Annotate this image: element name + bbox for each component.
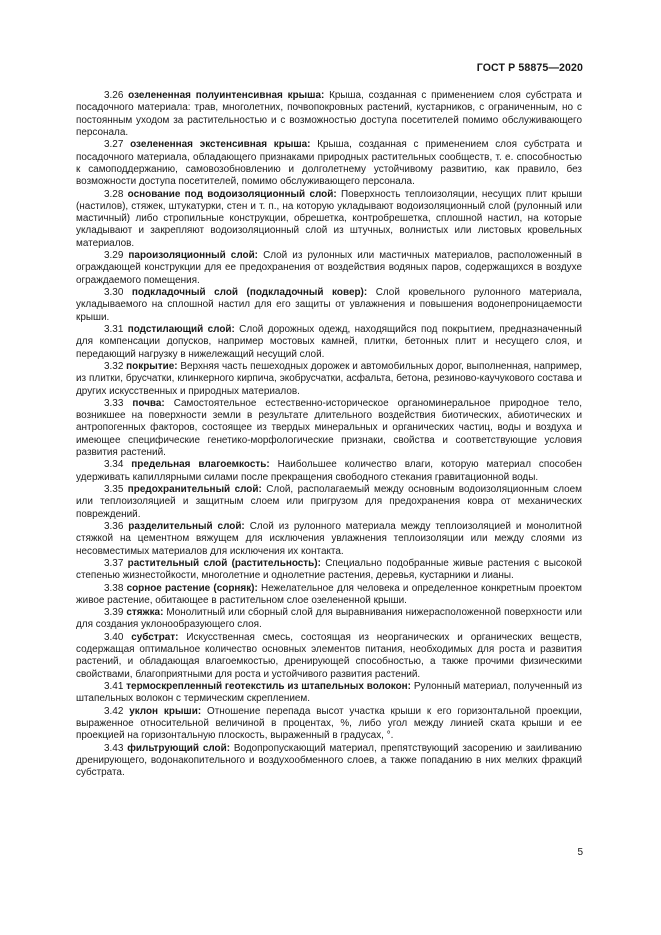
term-entry-3-38 — [76, 583, 582, 608]
term-title: стяжка: — [126, 607, 164, 619]
term-definition: Наибольшее количество влаги, которую материал способен удерживать капиллярными силами после прекращения свободного стекания гравитационной воды. — [76, 459, 582, 483]
term-title: фильтрующий слой: — [127, 742, 231, 754]
term-title: сорное растение (сорняк): — [126, 582, 258, 594]
term-entry-3-29 — [76, 250, 582, 287]
term-number: 3.40 — [104, 631, 124, 643]
term-number: 3.29 — [104, 250, 124, 262]
term-definition: Слой дорожных одежд, находящийся под покрытием, предназначенный для компенсации допусков, например мостовых камней, плитки, бетонных плит и несущего слоя, и передающий нагрузку в нижележащий несущий слой. — [76, 323, 582, 360]
term-entry-3-37 — [76, 558, 582, 583]
term-title: озелененная экстенсивная крыша: — [130, 139, 311, 151]
term-definition: Самостоятельное естественно-историческое органоминеральное природное тело, возникшее на поверхности земли в результате длительного воздействия биотических, абиотических и антропогенных факторов, состоящее из твердых минеральных и органических частиц, воды и воздуха и имеющее специфические генетико-морфологические признаки, свойства и соответствующие условия развития растений. — [76, 397, 582, 459]
term-definition: Отношение перепада высот участка крыши к его горизонтальной проекции, выраженное относительной величиной в процентах, %, либо угол между линией ската крыши и ее проекцией на горизонтальную плоскость, выраженный в градусах, °. — [76, 705, 583, 742]
term-entry-3-36 — [76, 521, 582, 558]
term-title: почва: — [132, 397, 165, 409]
term-definition: Слой кровельного рулонного материала, укладываемого на сплошной настил для его защиты от увлажнения и повышения водонепроницаемости крыши. — [76, 287, 583, 323]
term-definition: Искусственная смесь, состоящая из неорганических и органических веществ, содержащая оптимальное количество основных элементов питания, необходимых для роста и развития растений, и обладающая влагоемкостью, дренирующей способностью, а также прочими физическими свойствами, благоприятными для роста и устойчивого развития растений. — [76, 631, 583, 680]
term-number: 3.39 — [104, 607, 124, 619]
term-title: разделительный слой: — [128, 520, 245, 532]
term-entry-3-31 — [76, 324, 582, 361]
term-entry-3-35 — [76, 484, 582, 521]
term-entry-3-42 — [76, 706, 582, 743]
term-definition: Поверхность теплоизоляции, несущих плит крыши (настилов), стяжек, штукатурки, стен и т. п., на которую укладывают водоизоляционный слой (рулонный или мастичный) либо стропильные конструкции, обрешетка, контробрешетка, сплошной настил, на которые укладывают и закрепляют водоизоляционный слой из штучных, волнистых или листовых кровельных материалов. — [76, 188, 583, 249]
term-number: 3.28 — [104, 188, 124, 200]
term-definition: Нежелательное для человека и определенное конкретным проектом живое растение, обитающее в растительном слое озелененной крыши. — [76, 582, 582, 606]
term-title: уклон крыши: — [129, 705, 202, 717]
term-number: 3.41 — [104, 681, 124, 692]
term-entry-3-32 — [76, 361, 582, 398]
term-title: предохранительный слой: — [127, 484, 262, 495]
term-definition: Специально подобранные живые растения с высокой степенью жизнестойкости, многолетние и однолетние растения, деревья, кустарники и лианы. — [76, 557, 582, 582]
term-title: подстилающий слой: — [127, 323, 235, 335]
term-title: покрытие: — [126, 360, 178, 372]
term-number: 3.36 — [104, 520, 124, 532]
term-title: основание под водоизоляционный слой: — [127, 188, 337, 200]
term-number: 3.37 — [104, 557, 124, 569]
term-title: озелененная полуинтенсивная крыша: — [128, 90, 325, 101]
term-title: предельная влагоемкость: — [131, 459, 270, 471]
term-number: 3.26 — [104, 90, 124, 101]
term-number: 3.32 — [104, 360, 124, 372]
term-number: 3.31 — [104, 323, 124, 335]
term-entry-3-33 — [76, 398, 582, 460]
term-title: растительный слой (растительность): — [127, 557, 321, 569]
term-entry-3-39 — [76, 607, 582, 632]
term-title: термоскрепленный геотекстиль из штапельных волокон: — [126, 681, 411, 692]
term-entry-3-40 — [76, 632, 582, 681]
term-title: подкладочный слой (подкладочный ковер): — [131, 287, 368, 298]
term-entry-3-30 — [76, 287, 582, 324]
term-definition: Водопропускающий материал, препятствующий засорению и заиливанию дренирующего, водонакопительного и воздухообменного слоев, а также попаданию в них мелких фракций субстрата. — [76, 742, 583, 779]
term-definition: Рулонный материал, полученный из штапельных волокон с термическим скреплением. — [76, 681, 582, 705]
term-title: пароизоляционный слой: — [128, 250, 258, 262]
term-number: 3.33 — [104, 397, 124, 409]
term-number: 3.34 — [104, 459, 124, 471]
terms-and-definitions — [76, 90, 582, 780]
term-number: 3.43 — [104, 742, 124, 754]
term-number: 3.38 — [104, 582, 124, 594]
term-definition: Крыша, созданная с применением слоя субстрата и посадочного материала: трав, многолетних, почвопокровных растений, кустарников, с ограниченным, но с постоянным уходом за растительностью и с возможностью доступа посетителей помимо обслуживающего персонала. — [76, 90, 582, 138]
term-entry-3-43 — [76, 743, 582, 780]
term-definition: Верхняя часть пешеходных дорожек и автомобильных дорог, выполненная, например, из плитки, брусчатки, клинкерного кирпича, экобрусчатки, асфальта, бетона, резиново-каучукового состава и других искусственных и природных материалов. — [76, 360, 583, 397]
term-definition: Крыша, созданная с применением слоя субстрата и посадочного материала, обладающего признаками природных растительных сообществ, т. е. способностью к самоподдержанию, самовозобновлению и долголетнему устойчивому развитию, как правило, без возможности доступа посетителей, помимо обслуживающего персонала. — [76, 139, 583, 188]
term-entry-3-41 — [76, 681, 582, 706]
term-title: субстрат: — [131, 631, 179, 643]
term-number: 3.35 — [104, 484, 124, 495]
term-definition: Монолитный или сборный слой для выравнивания нижерасположенной поверхности или для создания уклонообразующего слоя. — [76, 607, 583, 631]
term-entry-3-34 — [76, 459, 582, 484]
term-number: 3.27 — [104, 139, 124, 151]
document-code-header: ГОСТ Р 58875—2020 — [476, 62, 583, 74]
term-entry-3-27 — [76, 139, 582, 188]
term-definition: Слой из рулонного материала между теплоизоляцией и монолитной стяжкой на цементном вяжущем для исключения увлажнения теплоизоляции или между слоями из несовместимых материалов для исключения их контакта. — [76, 520, 582, 557]
term-number: 3.42 — [104, 705, 124, 717]
term-entry-3-28 — [76, 189, 582, 251]
term-number: 3.30 — [104, 287, 124, 298]
page-number: 5 — [577, 847, 583, 858]
term-entry-3-26 — [76, 90, 582, 139]
term-definition: Слой, располагаемый между основным водоизоляционным слоем или теплоизоляцией и защитным слоем или пригрузом для предохранения ковра от механических повреждений. — [76, 484, 583, 520]
term-definition: Слой из рулонных или мастичных материалов, расположенный в ограждающей конструкции для ее предохранения от воздействия водяных паров, содержащихся в воздухе ограждаемого помещения. — [76, 250, 582, 286]
